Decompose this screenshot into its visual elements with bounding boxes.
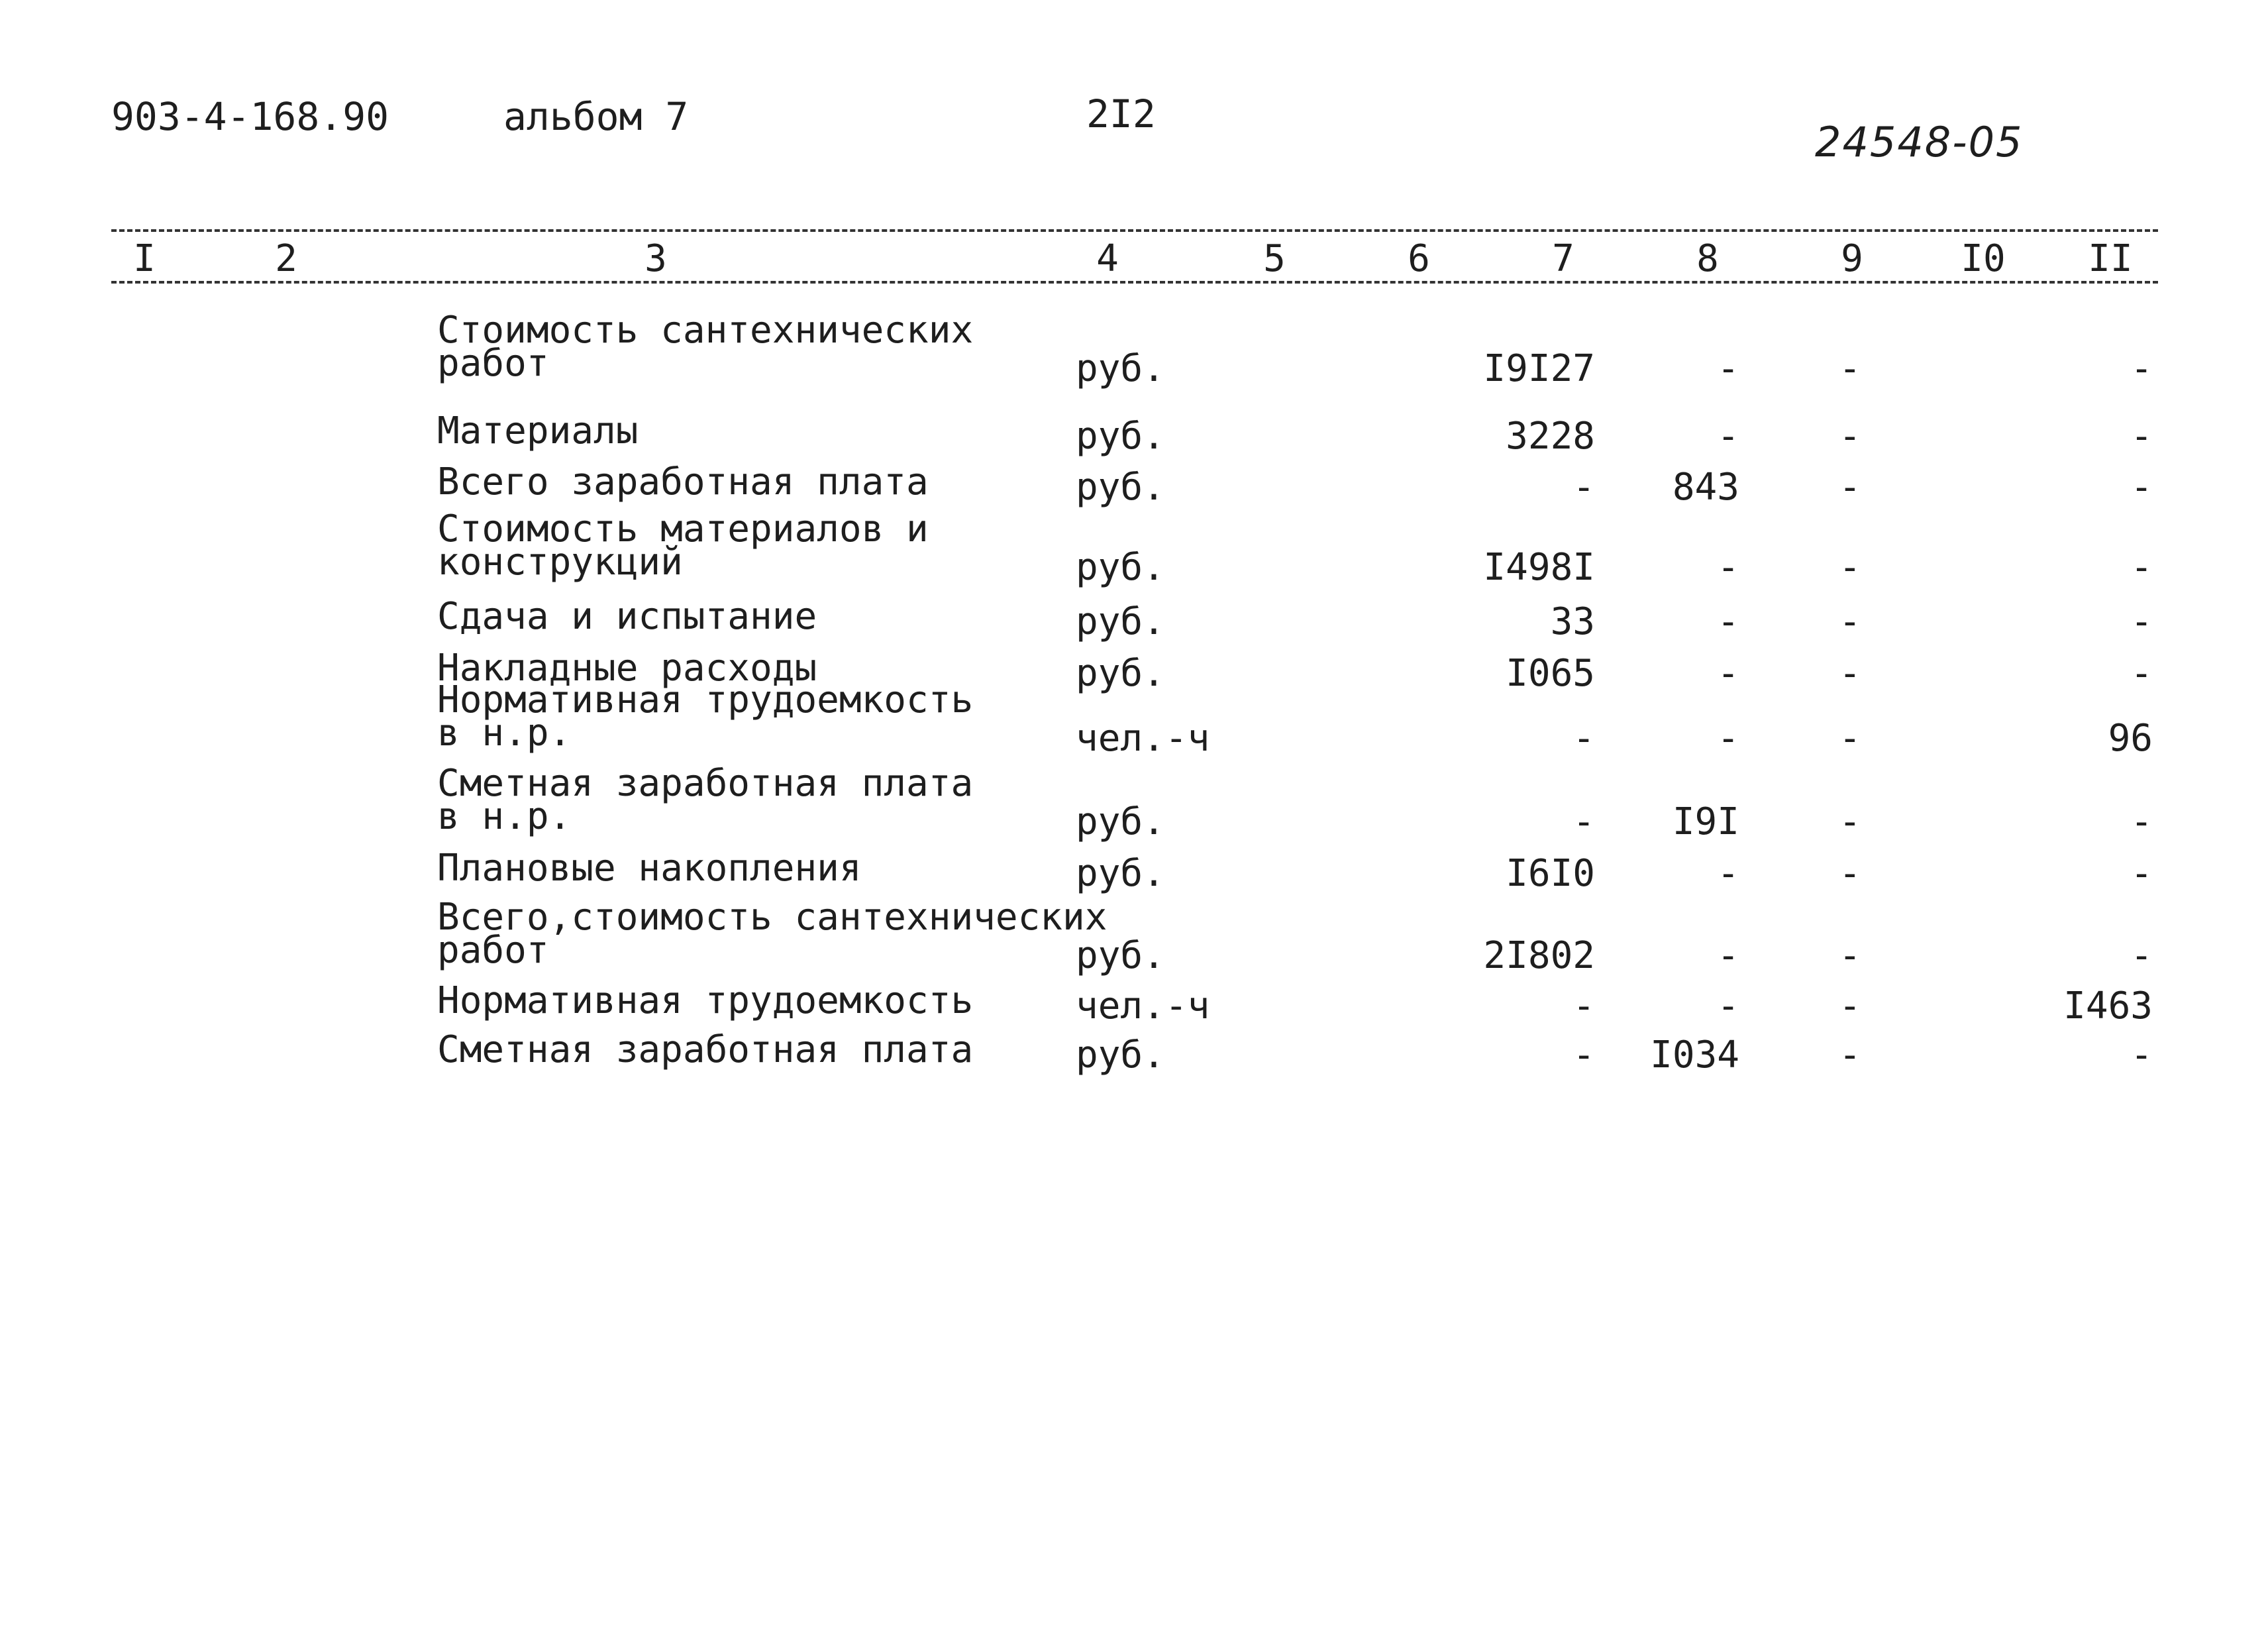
header-rule-top <box>111 229 2158 232</box>
row-label <box>437 762 974 838</box>
page-number: 2I2 <box>1086 91 1156 136</box>
row-label <box>437 847 862 890</box>
row-label-line: Нормативная трудоемкость <box>437 678 974 721</box>
row-label-line: Стоимость материалов и <box>437 507 929 551</box>
row-value-col7: - <box>1572 800 1595 843</box>
row-value-col8: - <box>1717 546 1739 589</box>
row-label-line: Плановые накопления <box>437 847 862 890</box>
row-value-col7: I6I0 <box>1506 852 1595 895</box>
column-number: I <box>133 237 156 280</box>
row-unit: чел.-ч <box>1076 717 1210 760</box>
row-value-col7: 3228 <box>1506 415 1595 458</box>
inventory-stamp: 24548-05 <box>1815 118 2024 166</box>
row-label-line: работ <box>437 929 549 972</box>
row-label <box>437 309 974 385</box>
row-value-col8: - <box>1717 652 1739 695</box>
row-value-col9: - <box>1839 652 1861 695</box>
row-unit: руб. <box>1076 600 1165 643</box>
row-value-col11: - <box>2130 347 2153 390</box>
row-value-col7: I065 <box>1506 652 1595 695</box>
row-label-line: Стоимость сантехнических <box>437 309 974 352</box>
row-value-col7: - <box>1572 466 1595 509</box>
row-label-line: Сметная заработная плата <box>437 1028 974 1071</box>
row-value-col8: - <box>1717 934 1739 977</box>
row-value-col8: - <box>1717 852 1739 895</box>
row-label <box>437 1028 974 1071</box>
row-value-col11: - <box>2130 652 2153 695</box>
row-value-col8: - <box>1717 717 1739 760</box>
row-label <box>437 896 1108 972</box>
row-label <box>437 409 639 452</box>
row-value-col9: - <box>1839 546 1861 589</box>
column-number: 9 <box>1841 237 1863 280</box>
column-number: 2 <box>275 237 297 280</box>
album-label: альбом 7 <box>503 94 689 139</box>
row-value-col9: - <box>1839 800 1861 843</box>
row-value-col11: - <box>2130 466 2153 509</box>
row-label-line: Нормативная трудоемкость <box>437 979 974 1022</box>
row-value-col9: - <box>1839 984 1861 1028</box>
row-value-col9: - <box>1839 600 1861 643</box>
row-value-col7: 2I802 <box>1483 934 1595 977</box>
column-number: 5 <box>1263 237 1286 280</box>
row-value-col7: - <box>1572 1034 1595 1077</box>
row-value-col11: - <box>2130 852 2153 895</box>
row-unit: чел.-ч <box>1076 984 1210 1028</box>
row-label-line: в н.р. <box>437 712 572 755</box>
row-unit: руб. <box>1076 800 1165 843</box>
row-value-col7: - <box>1572 717 1595 760</box>
row-value-col11: - <box>2130 546 2153 589</box>
row-value-col7: I9I27 <box>1483 347 1595 390</box>
column-number: II <box>2088 237 2133 280</box>
row-label <box>437 678 974 755</box>
row-value-col7: - <box>1572 984 1595 1028</box>
column-number: 3 <box>644 237 667 280</box>
row-label <box>437 595 817 638</box>
row-value-col9: - <box>1839 347 1861 390</box>
row-unit: руб. <box>1076 466 1165 509</box>
row-label-line: Сметная заработная плата <box>437 762 974 805</box>
row-label-line: Накладные расходы <box>437 647 817 690</box>
column-number: 4 <box>1096 237 1119 280</box>
row-unit: руб. <box>1076 1034 1165 1077</box>
row-value-col11: - <box>2130 800 2153 843</box>
row-value-col8: I034 <box>1650 1034 1739 1077</box>
row-label-line: конструкций <box>437 541 683 584</box>
row-value-col11: I463 <box>2063 984 2153 1028</box>
row-label-line: Материалы <box>437 409 639 452</box>
row-label <box>437 507 929 584</box>
row-unit: руб. <box>1076 652 1165 695</box>
row-value-col11: - <box>2130 600 2153 643</box>
document-code: 903-4-168.90 <box>111 94 389 139</box>
row-label <box>437 979 974 1022</box>
row-value-col7: 33 <box>1550 600 1595 643</box>
row-value-col9: - <box>1839 1034 1861 1077</box>
column-number: 6 <box>1408 237 1430 280</box>
row-label-line: Всего,стоимость сантехнических <box>437 896 1108 939</box>
row-value-col11: - <box>2130 415 2153 458</box>
row-label-line: работ <box>437 342 549 385</box>
row-unit: руб. <box>1076 852 1165 895</box>
row-unit: руб. <box>1076 934 1165 977</box>
row-unit: руб. <box>1076 347 1165 390</box>
row-value-col9: - <box>1839 717 1861 760</box>
column-number: 8 <box>1696 237 1719 280</box>
header-rule-bottom <box>111 281 2158 284</box>
row-value-col9: - <box>1839 466 1861 509</box>
row-value-col11: - <box>2130 1034 2153 1077</box>
row-value-col8: - <box>1717 984 1739 1028</box>
row-value-col11: 96 <box>2108 717 2153 760</box>
row-label-line: Всего заработная плата <box>437 460 929 504</box>
row-value-col8: I9I <box>1672 800 1739 843</box>
row-value-col8: - <box>1717 347 1739 390</box>
row-value-col9: - <box>1839 852 1861 895</box>
row-label-line: Сдача и испытание <box>437 595 817 638</box>
row-value-col7: I498I <box>1483 546 1595 589</box>
row-unit: руб. <box>1076 546 1165 589</box>
row-value-col8: - <box>1717 415 1739 458</box>
row-value-col9: - <box>1839 415 1861 458</box>
row-value-col9: - <box>1839 934 1861 977</box>
row-unit: руб. <box>1076 415 1165 458</box>
row-value-col8: - <box>1717 600 1739 643</box>
row-label-line: в н.р. <box>437 795 572 838</box>
row-value-col11: - <box>2130 934 2153 977</box>
column-number: I0 <box>1961 237 2006 280</box>
row-value-col8: 843 <box>1672 466 1739 509</box>
column-number: 7 <box>1552 237 1574 280</box>
row-label <box>437 460 929 504</box>
